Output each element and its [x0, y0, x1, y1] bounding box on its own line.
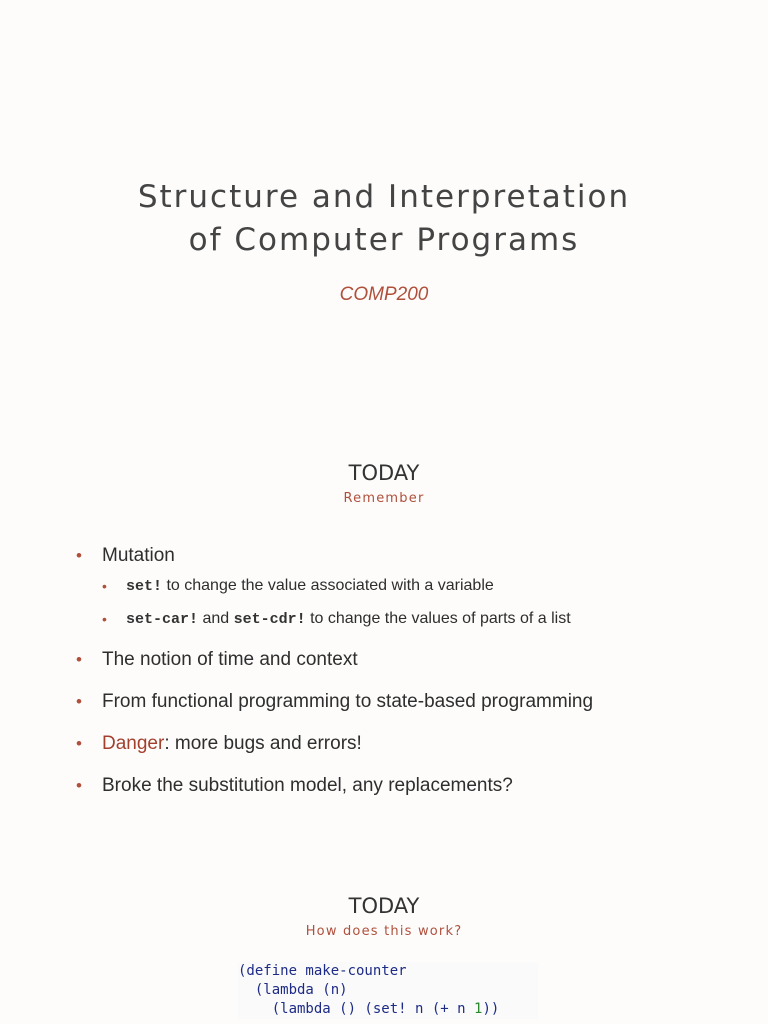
title-line-2: of Computer Programs: [188, 222, 580, 258]
code-line-3-post: )): [482, 1001, 500, 1017]
slide-2-heading: TODAY: [348, 461, 420, 485]
sub-bullet-set-car-cdr-text: to change the values of parts of a list: [305, 610, 571, 627]
code-line-3-number: 1: [474, 1001, 483, 1017]
bullet-substitution: • Broke the substitution model, any replacements?: [76, 774, 736, 798]
code-line-1: (define make-counter: [238, 963, 407, 979]
danger-word: Danger: [102, 733, 165, 754]
slide-2-subheading: Remember: [343, 491, 425, 506]
slide-3-subheading: How does this work?: [305, 924, 463, 939]
title-line-1: Structure and Interpretation: [137, 179, 631, 215]
bullet-mutation-text: Mutation: [102, 545, 175, 566]
code-line-3: [238, 1001, 499, 1017]
sub-bullet-and: and: [198, 610, 234, 627]
slide-2-bullets: [76, 544, 736, 798]
bullet-danger: [76, 732, 736, 756]
code-set-car: set-car!: [126, 611, 199, 628]
code-set: set!: [126, 578, 163, 595]
slide-3-heading: TODAY: [348, 894, 420, 918]
code-set-cdr: set-cdr!: [233, 611, 306, 628]
sub-bullet-set-text: to change the value associated with a variable: [162, 577, 494, 594]
slide-3-header: [0, 894, 768, 939]
slide-2-header: [0, 461, 768, 506]
sub-bullet-set: [102, 576, 736, 597]
danger-rest: : more bugs and errors!: [164, 733, 362, 754]
bullet-functional: • From functional programming to state-based programming: [76, 690, 736, 714]
bullet-mutation: [76, 544, 736, 630]
code-snippet: [238, 962, 538, 1019]
bullet-time: • The notion of time and context: [76, 648, 736, 672]
sub-bullet-set-car-cdr: [102, 609, 736, 630]
code-line-2: (lambda (n): [238, 982, 348, 998]
code-line-3-pre: (lambda () (set! n (+ n: [238, 1001, 475, 1017]
title-slide: [0, 176, 768, 262]
mutation-sub-bullets: [102, 576, 736, 630]
course-code: COMP200: [339, 284, 429, 305]
